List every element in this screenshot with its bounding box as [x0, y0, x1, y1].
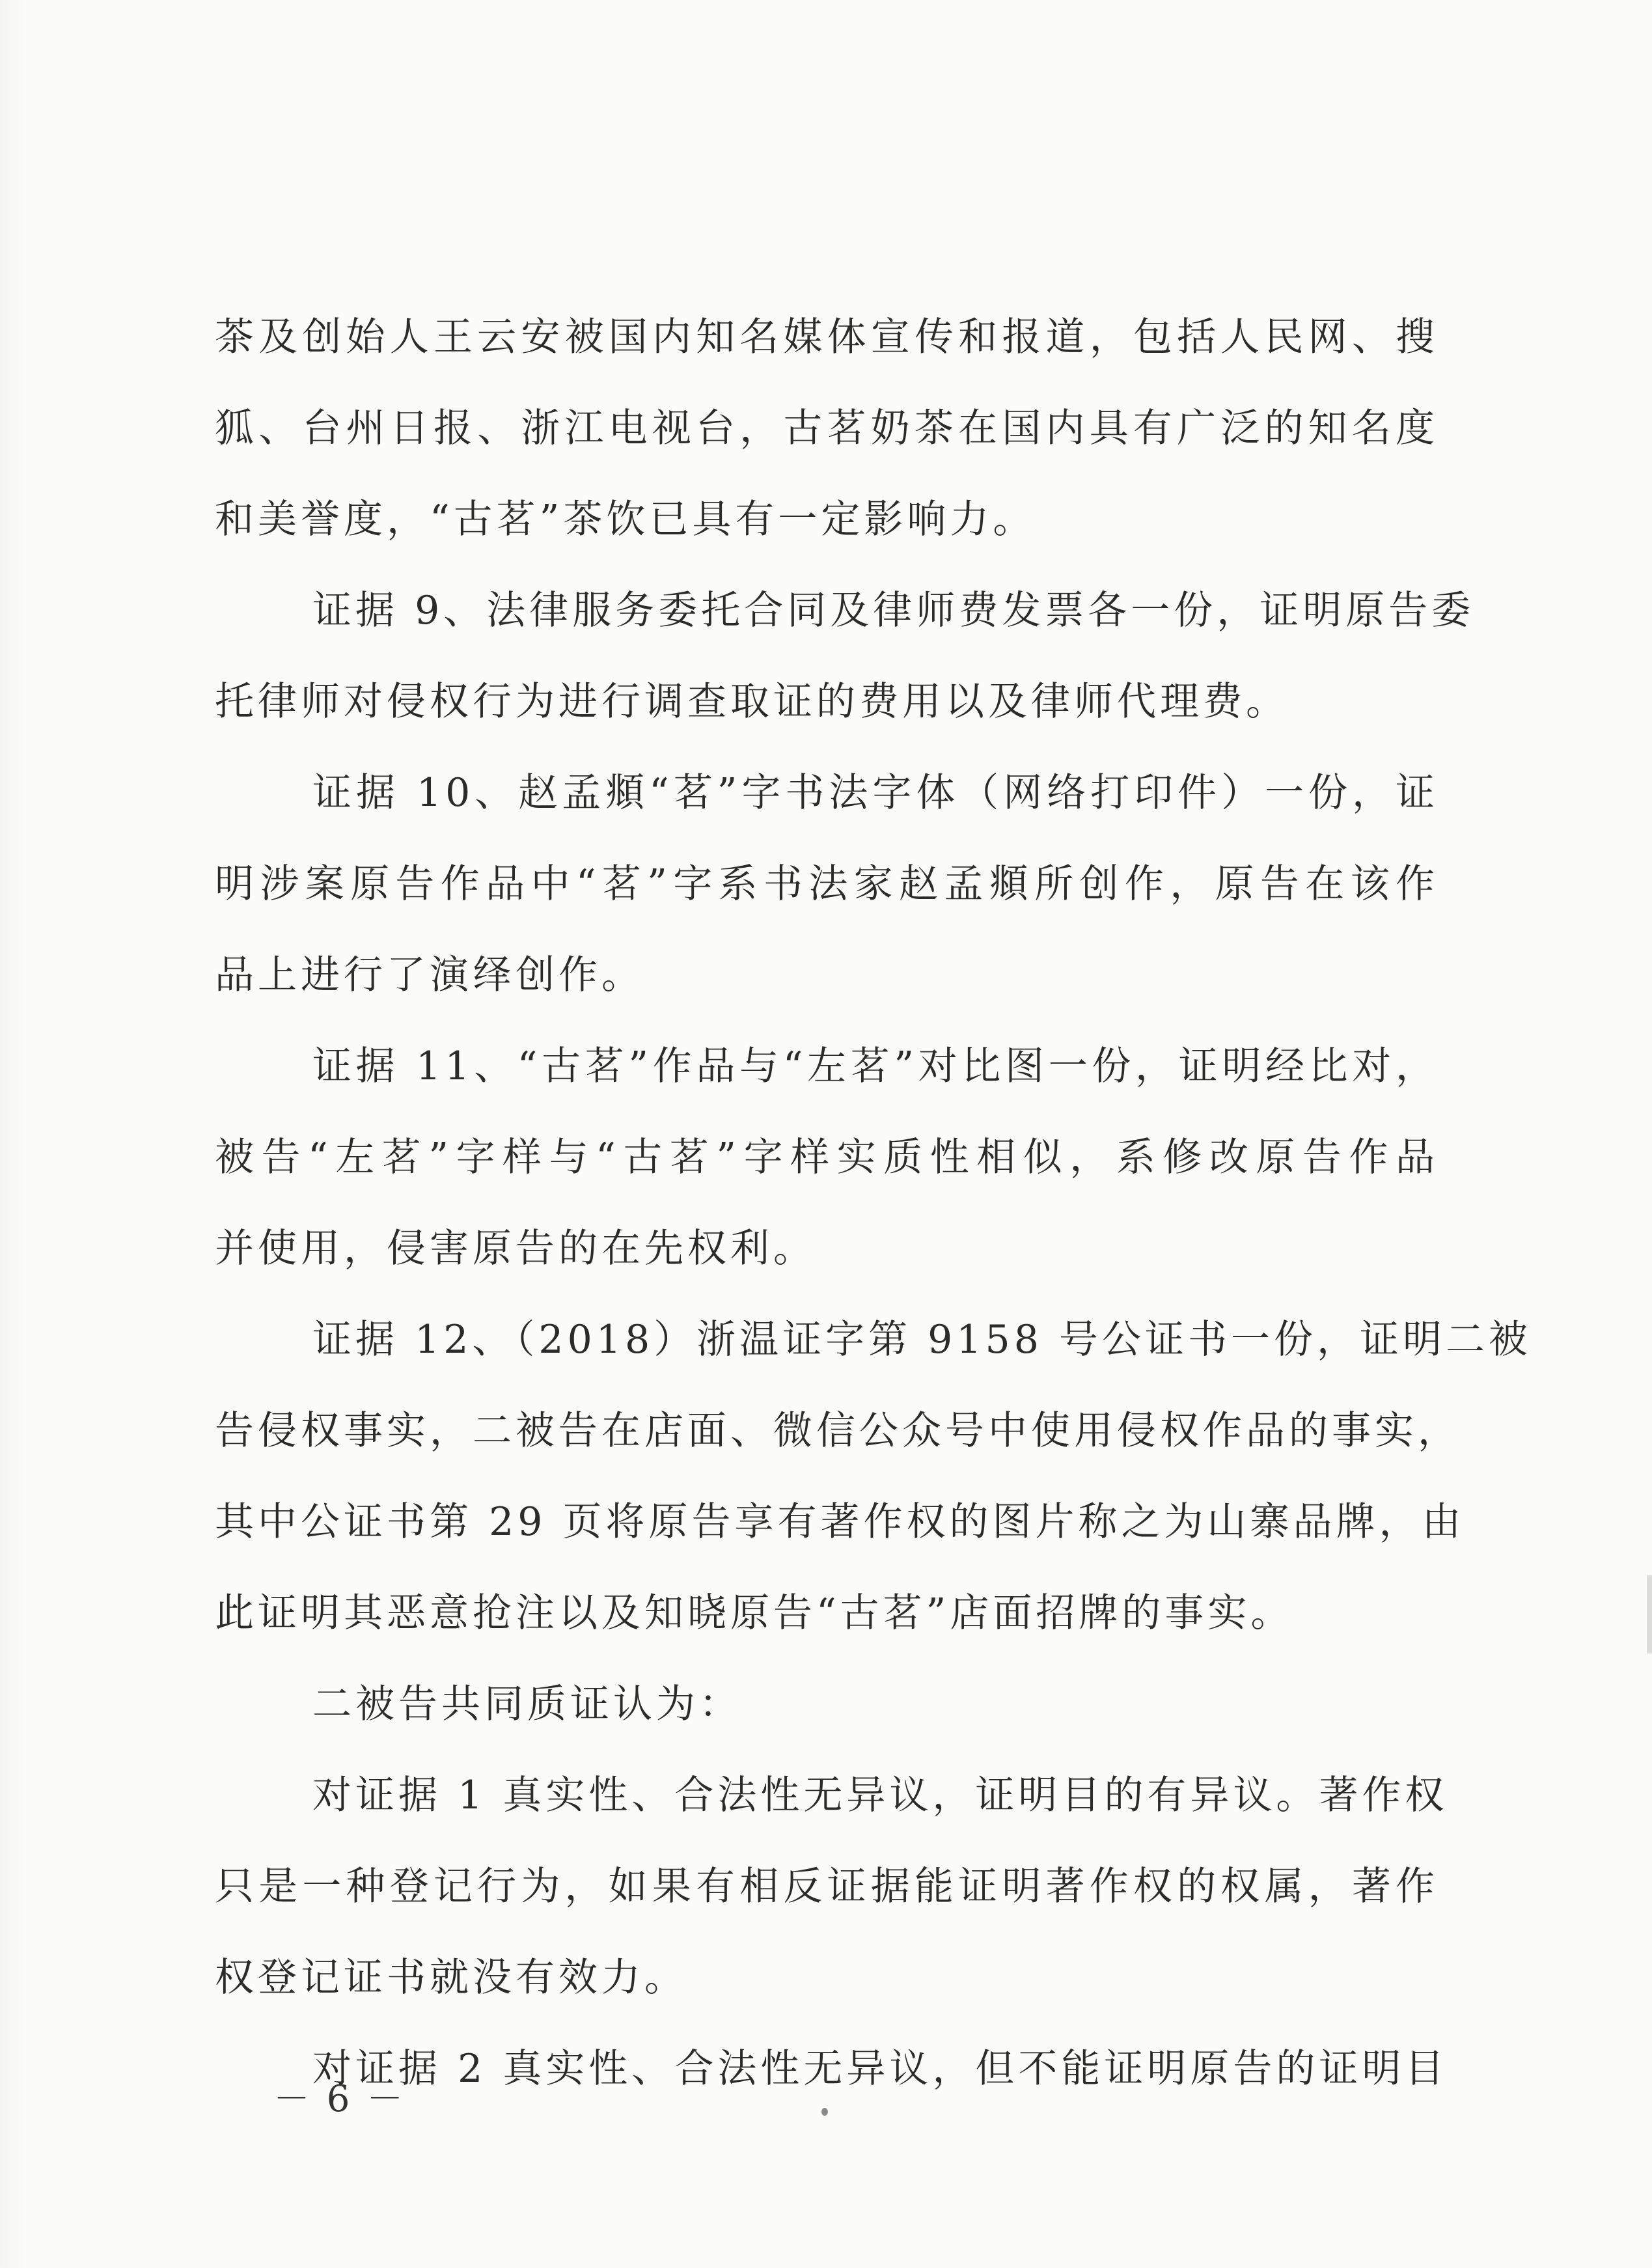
text-line: 对证据 2 真实性、合法性无异议，但不能证明原告的证明目 [312, 2046, 1448, 2092]
page-number: － 6 － [273, 2078, 406, 2120]
text-line: 证据 10、赵孟頫“茗”字书法字体（网络打印件）一份，证 [312, 770, 1439, 816]
text-line: 明涉案原告作品中“茗”字系书法家赵孟頫所创作，原告在该作 [215, 861, 1439, 907]
text-line: 和美誉度，“古茗”茶饮已具有一定影响力。 [215, 497, 1036, 542]
text-line: 证据 11、“古茗”作品与“左茗”对比图一份，证明经比对， [312, 1044, 1439, 1089]
text-line: 并使用，侵害原告的在先权利。 [215, 1226, 816, 1271]
text-line: 二被告共同质证认为： [312, 1681, 742, 1727]
text-line: 告侵权事实，二被告在店面、微信公众号中使用侵权作品的事实， [215, 1408, 1461, 1454]
text-line: 此证明其恶意抢注以及知晓原告“古茗”店面招牌的事实。 [215, 1590, 1294, 1636]
text-line: 只是一种登记行为，如果有相反证据能证明著作权的权属，著作 [215, 1864, 1439, 1909]
body-text [215, 292, 1532, 2114]
text-line: 品上进行了演绎创作。 [215, 952, 644, 998]
text-line: 托律师对侵权行为进行调查取证的费用以及律师代理费。 [215, 679, 1289, 725]
text-line: 权登记证书就没有效力。 [215, 1955, 687, 2000]
text-line: 茶及创始人王云安被国内知名媒体宣传和报道，包括人民网、搜 [215, 314, 1439, 360]
scan-speck [821, 2108, 828, 2116]
text-line: 其中公证书第 29 页将原告享有著作权的图片称之为山寨品牌，由 [215, 1499, 1465, 1545]
text-line: 被告“左茗”字样与“古茗”字样实质性相似，系修改原告作品 [215, 1135, 1439, 1180]
text-line: 对证据 1 真实性、合法性无异议，证明目的有异议。著作权 [312, 1773, 1448, 1818]
text-line: 证据 9、法律服务委托合同及律师费发票各一份，证明原告委 [312, 588, 1475, 633]
scan-edge-mark [1647, 1575, 1652, 1653]
text-line: 证据 12、（2018）浙温证字第 9158 号公证书一份，证明二被 [312, 1317, 1532, 1362]
text-line: 狐、台州日报、浙江电视台，古茗奶茶在国内具有广泛的知名度 [215, 406, 1439, 451]
